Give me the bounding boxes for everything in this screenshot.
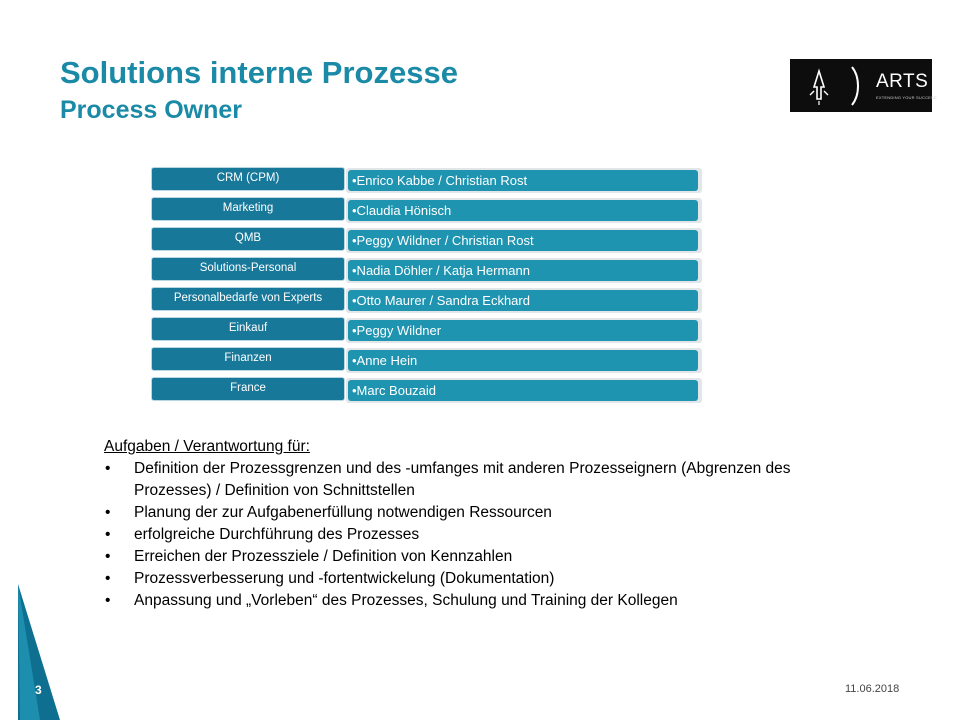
- arts-logo: [790, 59, 937, 112]
- bullet-icon: •: [105, 460, 111, 477]
- responsibility-text: Anpassung und „Vorleben“ des Prozesses, Schulung und Training der Kollegen: [134, 592, 678, 609]
- owner-row: [150, 347, 702, 377]
- responsibilities-list: [104, 458, 824, 612]
- slide-title: Solutions interne Prozesse: [60, 55, 458, 90]
- responsibilities-section: [104, 436, 824, 612]
- process-owner-name: •Enrico Kabbe / Christian Rost: [348, 170, 698, 191]
- process-label: Einkauf: [151, 317, 345, 341]
- responsibility-item: [104, 546, 824, 568]
- responsibility-item: [104, 458, 824, 502]
- bullet-icon: •: [105, 548, 111, 565]
- corner-decoration: [0, 580, 60, 720]
- responsibilities-heading: Aufgaben / Verantwortung für:: [104, 438, 310, 455]
- responsibility-text: erfolgreiche Durchführung des Prozesses: [134, 526, 420, 543]
- owner-row: [150, 257, 702, 287]
- process-label: Personalbedarfe von Experts: [151, 287, 345, 311]
- bullet-icon: •: [105, 504, 111, 521]
- process-label: Finanzen: [151, 347, 345, 371]
- responsibility-text: Definition der Prozessgrenzen und des -umfanges mit anderen Prozesseignern (Abgrenzen des Prozesses) / Definition von Schnittstellen: [134, 460, 791, 499]
- process-owner-name: •Claudia Hönisch: [348, 200, 698, 221]
- responsibility-item: [104, 502, 824, 524]
- process-label: Solutions-Personal: [151, 257, 345, 281]
- process-owner-list: [150, 167, 702, 407]
- process-label: QMB: [151, 227, 345, 251]
- bullet-icon: •: [105, 592, 111, 609]
- process-owner-name: •Nadia Döhler / Katja Hermann: [348, 260, 698, 281]
- owner-row: [150, 197, 702, 227]
- owner-row: [150, 317, 702, 347]
- process-owner-name: •Peggy Wildner / Christian Rost: [348, 230, 698, 251]
- responsibility-text: Prozessverbesserung und -fortentwickelung (Dokumentation): [134, 570, 555, 587]
- owner-row: [150, 167, 702, 197]
- responsibility-text: Erreichen der Prozessziele / Definition von Kennzahlen: [134, 548, 513, 565]
- responsibility-text: Planung der zur Aufgabenerfüllung notwendigen Ressourcen: [134, 504, 552, 521]
- responsibility-item: [104, 524, 824, 546]
- process-label: Marketing: [151, 197, 345, 221]
- logo-tagline: EXTENDING YOUR SUCCESS: [876, 95, 937, 100]
- responsibility-item: [104, 568, 824, 590]
- logo-name: ARTS: [876, 71, 929, 92]
- responsibility-item: [104, 590, 824, 612]
- bullet-icon: •: [105, 570, 111, 587]
- process-owner-name: •Otto Maurer / Sandra Eckhard: [348, 290, 698, 311]
- page-number: 3: [35, 683, 42, 697]
- owner-row: [150, 287, 702, 317]
- process-owner-name: •Anne Hein: [348, 350, 698, 371]
- slide-date: 11.06.2018: [845, 683, 900, 695]
- owner-row: [150, 377, 702, 407]
- process-label: CRM (CPM): [151, 167, 345, 191]
- process-owner-name: •Peggy Wildner: [348, 320, 698, 341]
- slide-subtitle: Process Owner: [60, 96, 243, 124]
- owner-row: [150, 227, 702, 257]
- bullet-icon: •: [105, 526, 111, 543]
- process-label: France: [151, 377, 345, 401]
- process-owner-name: •Marc Bouzaid: [348, 380, 698, 401]
